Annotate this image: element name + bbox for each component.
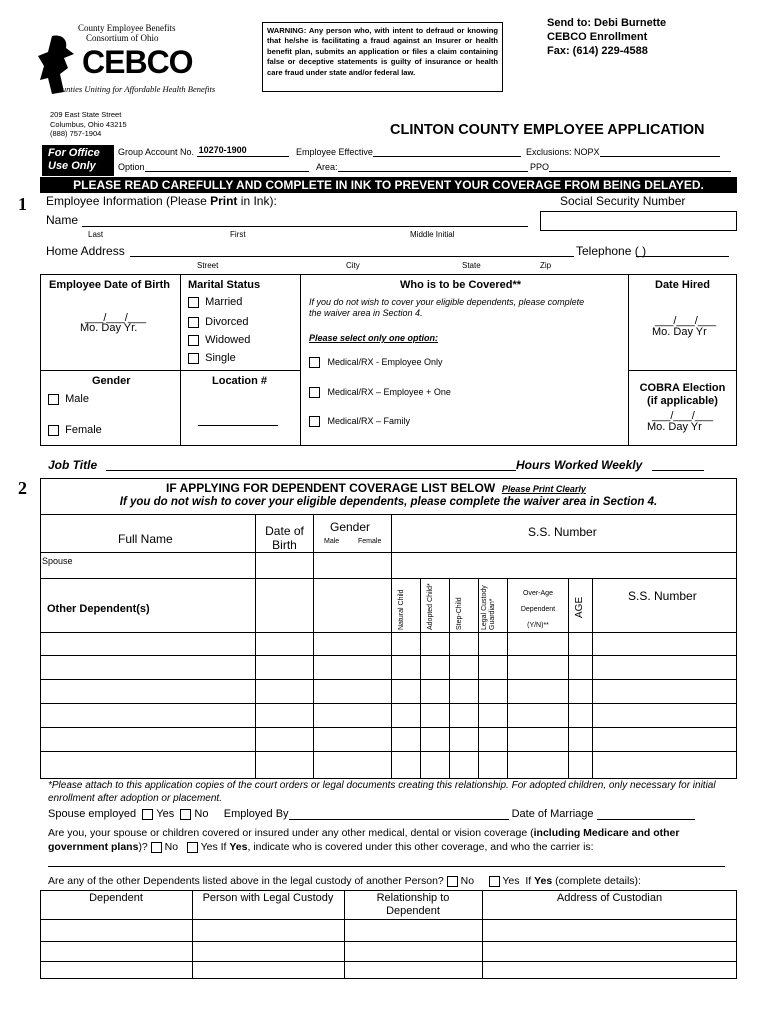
cobra-line2: (if applicable) xyxy=(647,395,718,407)
date-hired-heading: Date Hired xyxy=(655,279,711,291)
yes-label: Yes xyxy=(502,875,520,887)
gender-female-header: Female xyxy=(358,538,382,545)
logo-line2: Consortium of Ohio xyxy=(86,33,159,43)
marital-widowed[interactable] xyxy=(188,334,250,346)
employee-effective xyxy=(296,147,521,157)
send-to-name: Send to: Debi Burnette xyxy=(547,17,667,29)
spouse-employed-row xyxy=(48,808,695,820)
info-a: Employee Information (Please xyxy=(46,194,211,208)
checkbox-icon[interactable] xyxy=(48,425,59,436)
over1: Over-Age xyxy=(523,590,553,597)
widowed-label: Widowed xyxy=(205,334,251,346)
gender-male[interactable] xyxy=(48,393,89,405)
dob-heading: Employee Date of Birth xyxy=(49,279,171,291)
opt1-label: Medical/RX - Employee Only xyxy=(327,357,443,367)
cq3: )? xyxy=(138,841,148,853)
info-c: in Ink): xyxy=(237,194,277,208)
spouse-label: Spouse xyxy=(42,556,73,566)
covered-heading: Who is to be Covered** xyxy=(400,279,522,291)
coverage-line[interactable] xyxy=(48,866,725,867)
employed-by-label: Employed By xyxy=(223,808,289,820)
other-dependents-label: Other Dependent(s) xyxy=(47,603,150,615)
covered-select: Please select only one option: xyxy=(309,333,439,343)
male-label: Male xyxy=(65,393,89,405)
cq1: Are you, your spouse or children covered or insured under any other medical, dental or vision coverage ( xyxy=(48,827,534,839)
office-use-label xyxy=(42,145,114,176)
checkbox-icon[interactable] xyxy=(309,416,320,427)
no-label: No xyxy=(460,875,475,887)
ssn-header: S.S. Number xyxy=(528,525,597,539)
employed-by-line[interactable] xyxy=(289,810,509,820)
dob-label: Mo. Day Yr. xyxy=(80,322,138,334)
natural-child-header: Natural Child xyxy=(398,589,405,630)
home-address-label: Home Address xyxy=(46,244,125,258)
rel2: Dependent xyxy=(386,905,440,917)
option-family[interactable] xyxy=(309,416,410,427)
dob-format[interactable]: ___/___/___ xyxy=(85,312,147,324)
dep-print: Please Print Clearly xyxy=(501,484,586,494)
checkbox-icon[interactable] xyxy=(188,335,199,346)
telephone-paren: ( ) xyxy=(634,244,647,258)
over-age-header xyxy=(508,586,568,634)
area-line[interactable] xyxy=(338,162,528,172)
office-label2: Use Only xyxy=(48,160,96,172)
send-to-fax: Fax: (614) 229-4588 xyxy=(547,45,648,57)
cq4: If xyxy=(217,841,230,853)
address-city: Columbus, Ohio 43215 xyxy=(50,119,127,129)
other-coverage-question xyxy=(48,826,738,854)
ssn-input[interactable] xyxy=(540,211,737,231)
custody-relationship-header xyxy=(344,892,482,918)
dob2: Birth xyxy=(272,538,297,552)
telephone-line[interactable] xyxy=(636,256,729,257)
full-name-header: Full Name xyxy=(118,532,173,546)
home-address-line[interactable] xyxy=(130,256,574,257)
office-row2 xyxy=(118,162,309,172)
date-hired-format[interactable]: ___/___/___ xyxy=(655,315,717,327)
area-label: Area: xyxy=(316,162,338,172)
age-header: AGE xyxy=(574,596,585,618)
group-account-label: Group Account No. xyxy=(118,147,195,157)
ppo xyxy=(530,162,731,172)
addr-zip: Zip xyxy=(540,261,552,270)
job-title-line[interactable] xyxy=(106,470,516,471)
ppo-label: PPO xyxy=(530,162,550,172)
addr-street: Street xyxy=(197,261,219,270)
name-last: Last xyxy=(88,230,104,239)
exclusions xyxy=(526,147,720,157)
no-label: No xyxy=(164,841,179,853)
exclusions-value: NOPX xyxy=(574,147,600,157)
over2: Dependent xyxy=(520,606,556,613)
section-1-number: 1 xyxy=(18,194,27,214)
custody-q: Are any of the other Dependents listed above in the legal custody of another Person? xyxy=(48,875,444,887)
gender-header: Gender xyxy=(330,520,371,534)
option-employee-plus-one[interactable] xyxy=(309,387,451,398)
custody-address-header: Address of Custodian xyxy=(556,892,663,904)
dependents-box xyxy=(40,478,737,779)
logo xyxy=(38,20,218,100)
job-title-label: Job Title xyxy=(48,458,98,472)
hours-label: Hours Worked Weekly xyxy=(516,458,643,472)
marital-heading: Marital Status xyxy=(188,279,261,291)
marriage-label: Date of Marriage xyxy=(511,808,594,820)
fraud-warning: WARNING: Any person who, with intent to defraud or knowing that he/she is facilitating a fraud against an Insurer or health benefit plan, submits an application or files a claim containing false or deceptive statements is guilty of insurance or health care fraud under state and/or federal law. xyxy=(262,22,503,92)
send-to-dept: CEBCO Enrollment xyxy=(547,31,648,43)
group-account-number: 10270-1900 xyxy=(198,145,247,155)
checkbox-icon[interactable] xyxy=(187,842,198,853)
cq6: , indicate who is covered under this other coverage, and who the carrier is: xyxy=(247,841,594,853)
marriage-line[interactable] xyxy=(597,810,695,820)
over3: (Y/N)** xyxy=(527,622,549,629)
marital-married[interactable] xyxy=(188,296,242,308)
checkbox-icon[interactable] xyxy=(180,809,191,820)
ssn-header-2: S.S. Number xyxy=(628,589,697,603)
logo-line1: County Employee Benefits xyxy=(78,23,176,33)
ssn-label: Social Security Number xyxy=(560,194,686,208)
employee-info-heading xyxy=(46,194,277,208)
marital-divorced[interactable] xyxy=(188,316,249,328)
custody-question xyxy=(48,875,641,887)
cq5: Yes xyxy=(229,841,248,853)
custody-tail: If xyxy=(525,875,535,887)
cobra-format[interactable]: ___/___/___ xyxy=(652,410,714,422)
gender-heading: Gender xyxy=(92,375,131,387)
location-heading: Location # xyxy=(212,375,268,387)
effective-label: Employee Effective xyxy=(296,147,373,157)
female-label: Female xyxy=(65,424,102,436)
legal1: Legal Custody xyxy=(481,585,488,630)
checkbox-icon[interactable] xyxy=(188,353,199,364)
checkbox-icon[interactable] xyxy=(309,357,320,368)
name-label: Name xyxy=(46,213,79,227)
custody-person-header: Person with Legal Custody xyxy=(202,892,334,904)
checkbox-icon[interactable] xyxy=(489,876,500,887)
opt3-label: Medical/RX – Family xyxy=(327,416,411,426)
custody-tail2: (complete details): xyxy=(552,875,641,887)
cq2: including Medicare and other government plans xyxy=(48,827,680,853)
dep-head: IF APPLYING FOR DEPENDENT COVERAGE LIST BELOW xyxy=(166,481,496,495)
single-label: Single xyxy=(205,352,236,364)
cebco-address xyxy=(50,110,127,139)
name-middle: Middle Initial xyxy=(410,230,455,239)
name-line[interactable] xyxy=(82,226,528,227)
dependents-heading xyxy=(166,481,586,495)
covered-note: If you do not wish to cover your eligible dependents, please complete the waiver area in Section 4. xyxy=(309,297,585,318)
checkbox-icon[interactable] xyxy=(151,842,162,853)
instructions-banner: PLEASE READ CAREFULLY AND COMPLETE IN INK TO PREVENT YOUR COVERAGE FROM BEING DELAYED. xyxy=(40,177,737,193)
section-2-number: 2 xyxy=(18,478,27,498)
dependents-subheading: If you do not wish to cover your eligible dependents, please complete the waiver area in Section 4. xyxy=(119,496,658,508)
rel1: Relationship to xyxy=(376,892,450,904)
option-label: Option xyxy=(118,162,145,172)
address-phone: (888) 757-1904 xyxy=(50,129,102,138)
legal2: Guardian* xyxy=(489,598,496,630)
page-title: CLINTON COUNTY EMPLOYEE APPLICATION xyxy=(390,122,705,138)
area xyxy=(316,162,528,172)
info-b: Print xyxy=(210,194,238,208)
hours-line[interactable] xyxy=(652,470,704,471)
cobra-label: Mo. Day Yr xyxy=(647,421,702,433)
gender-male-header: Male xyxy=(324,538,340,545)
addr-state: State xyxy=(462,261,481,270)
checkbox-icon[interactable] xyxy=(48,394,59,405)
checkbox-icon[interactable] xyxy=(142,809,153,820)
legal-custody-header xyxy=(481,585,497,630)
custody-yes: Yes xyxy=(534,875,553,887)
dob1: Date of xyxy=(265,524,304,538)
step-child-header: Step-Child xyxy=(456,597,463,630)
checkbox-icon[interactable] xyxy=(188,317,199,328)
attach-note: *Please attach to this application copies of the court orders or legal documents creating this relationship. For adopted children, only necessary for initial enrollment after adoption or placement. xyxy=(48,780,716,804)
exclusions-line[interactable] xyxy=(600,147,720,157)
dob-header xyxy=(256,524,313,552)
telephone-text: Telephone xyxy=(576,244,632,258)
adopted-child-header: Adopted Child* xyxy=(427,583,434,630)
location-line[interactable] xyxy=(198,425,278,426)
send-to xyxy=(547,16,666,58)
office-label1: For Office xyxy=(48,147,100,159)
spouse-employed-label: Spouse employed xyxy=(48,808,137,820)
married-label: Married xyxy=(205,296,243,308)
ppo-line[interactable] xyxy=(549,162,731,172)
effective-line[interactable] xyxy=(373,147,521,157)
name-first: First xyxy=(230,230,246,239)
custody-dependent-header: Dependent xyxy=(89,892,143,904)
logo-tagline: Counties Uniting for Affordable Health Benefits xyxy=(52,84,216,94)
opt2-label: Medical/RX – Employee + One xyxy=(327,387,451,397)
option-employee-only[interactable] xyxy=(309,357,443,368)
marital-single[interactable] xyxy=(188,352,236,364)
logo-name: CEBCO xyxy=(82,44,193,80)
checkbox-icon[interactable] xyxy=(188,297,199,308)
divorced-label: Divorced xyxy=(205,316,249,328)
yes-label: Yes xyxy=(156,808,175,820)
checkbox-icon[interactable] xyxy=(447,876,458,887)
date-hired-label: Mo. Day Yr xyxy=(652,326,707,338)
cobra-heading xyxy=(628,382,737,408)
checkbox-icon[interactable] xyxy=(309,387,320,398)
cobra-line1: COBRA Election xyxy=(639,382,726,394)
addr-city: City xyxy=(346,261,360,270)
exclusions-label: Exclusions: xyxy=(526,147,572,157)
no-label: No xyxy=(194,808,209,820)
option-line[interactable] xyxy=(145,162,309,172)
office-row1 xyxy=(118,147,289,157)
gender-female[interactable] xyxy=(48,424,102,436)
yes-label: Yes xyxy=(200,841,218,853)
address-street: 209 East State Street xyxy=(50,110,122,119)
